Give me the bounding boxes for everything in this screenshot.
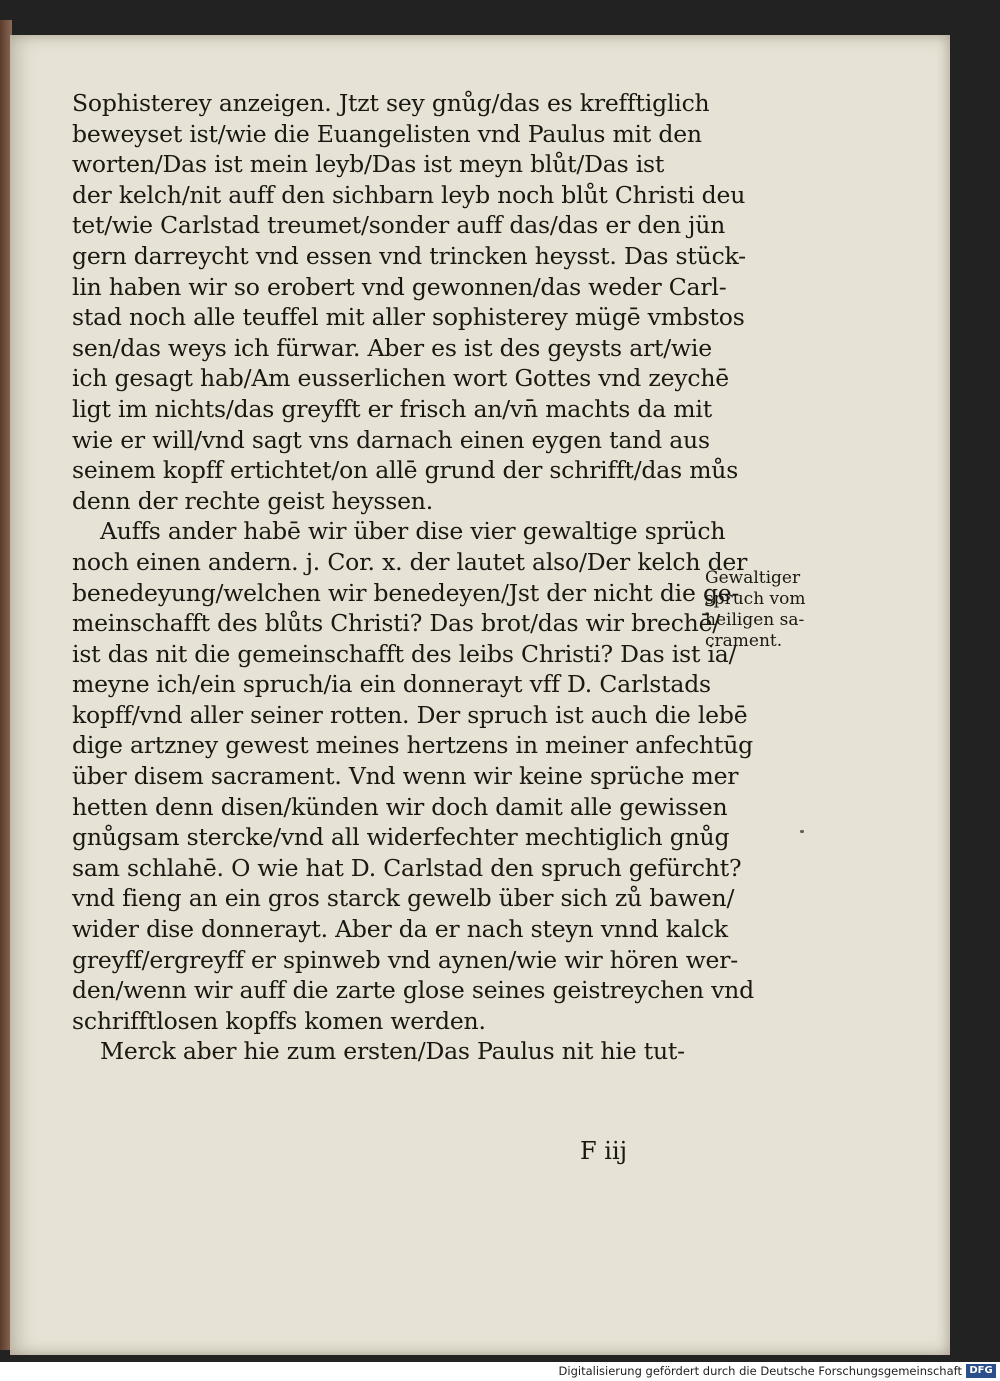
text-line: gnůgsam stercke/vnd all widerfechter mechtiglich gnůg [72,823,730,852]
text-line: gern darreycht vnd essen vnd trincken heysst. Das stück- [72,241,746,270]
text-line: noch einen andern. j. Cor. x. der lautet also/Der kelch der [72,547,748,576]
text-line: kopff/vnd aller seiner rotten. Der spruch ist auch die lebē [72,700,748,729]
footer-bar [0,1362,1000,1381]
text-line: hetten denn disen/künden wir doch damit alle gewissen [72,792,728,821]
text-line: meyne ich/ein spruch/ia ein donnerayt vff D. Carlstads [72,670,711,699]
text-line: ich gesagt hab/Am eusserlichen wort Gottes vnd zeychē [72,364,729,393]
marginal-note-line: spruch vom [705,589,806,609]
funding-credit: Digitalisierung gefördert durch die Deutsche Forschungsgemeinschaft [558,1364,962,1378]
marginal-note-line: heiligen sa- [705,610,805,630]
paper-speck [800,830,804,833]
text-line: ligt im nichts/das greyfft er frisch an/vn̄ machts da mit [72,394,712,423]
text-line: benedeyung/welchen wir benedeyen/Jst der nicht die ge- [72,578,740,607]
text-line: Auffs ander habē wir über dise vier gewaltige sprüch [100,517,726,546]
text-line: über disem sacrament. Vnd wenn wir keine sprüche mer [72,762,739,791]
text-line: wie er will/vnd sagt vns darnach einen eygen tand aus [72,425,710,454]
text-line: lin haben wir so erobert vnd gewonnen/das weder Carl- [72,272,727,301]
text-line: worten/Das ist mein leyb/Das ist meyn blůt/Das ist [72,150,665,179]
text-line: meinschafft des blůts Christi? Das brot/das wir brechē/ [72,609,721,638]
text-line: greyff/ergreyff er spinweb vnd aynen/wie wir hören wer- [72,945,739,974]
text-line: sen/das weys ich fürwar. Aber es ist des geysts art/wie [72,333,712,362]
dfg-logo: DFG [966,1364,996,1378]
text-line: Merck aber hie zum ersten/Das Paulus nit hie tut- [100,1037,685,1066]
text-line: Sophisterey anzeigen. Jtzt sey gnůg/das es krefftiglich [72,89,710,117]
text-line: denn der rechte geist heyssen. [72,486,433,515]
text-line: tet/wie Carlstad treumet/sonder auff das/das er den jün [72,211,726,240]
text-line: den/wenn wir auff die zarte glose seines geistreychen vnd [72,976,754,1005]
text-line: sam schlahē. O wie hat D. Carlstad den spruch gefürcht? [72,853,742,882]
text-line: beweyset ist/wie die Euangelisten vnd Paulus mit den [72,119,702,148]
text-line: ist das nit die gemeinschafft des leibs Christi? Das ist ia/ [72,639,737,668]
text-line: vnd fieng an ein gros starck gewelb über sich zů bawen/ [72,884,735,913]
text-line: der kelch/nit auff den sichbarn leyb noch blůt Christi deu [72,180,746,209]
marginal-note-line: Gewaltiger [705,568,801,588]
signature-mark: F iij [580,1137,628,1165]
text-line: wider dise donnerayt. Aber da er nach steyn vnnd kalck [72,915,728,944]
text-line: stad noch alle teuffel mit aller sophisterey mügē vmbstos [72,303,745,332]
text-line: dige artzney gewest meines hertzens in meiner anfechtūg [72,731,753,760]
marginal-note [705,568,855,652]
text-line: schrifftlosen kopffs komen werden. [72,1006,486,1035]
text-line: seinem kopff ertichtet/on allē grund der schrifft/das můs [72,456,739,485]
marginal-note-line: crament. [705,631,783,651]
